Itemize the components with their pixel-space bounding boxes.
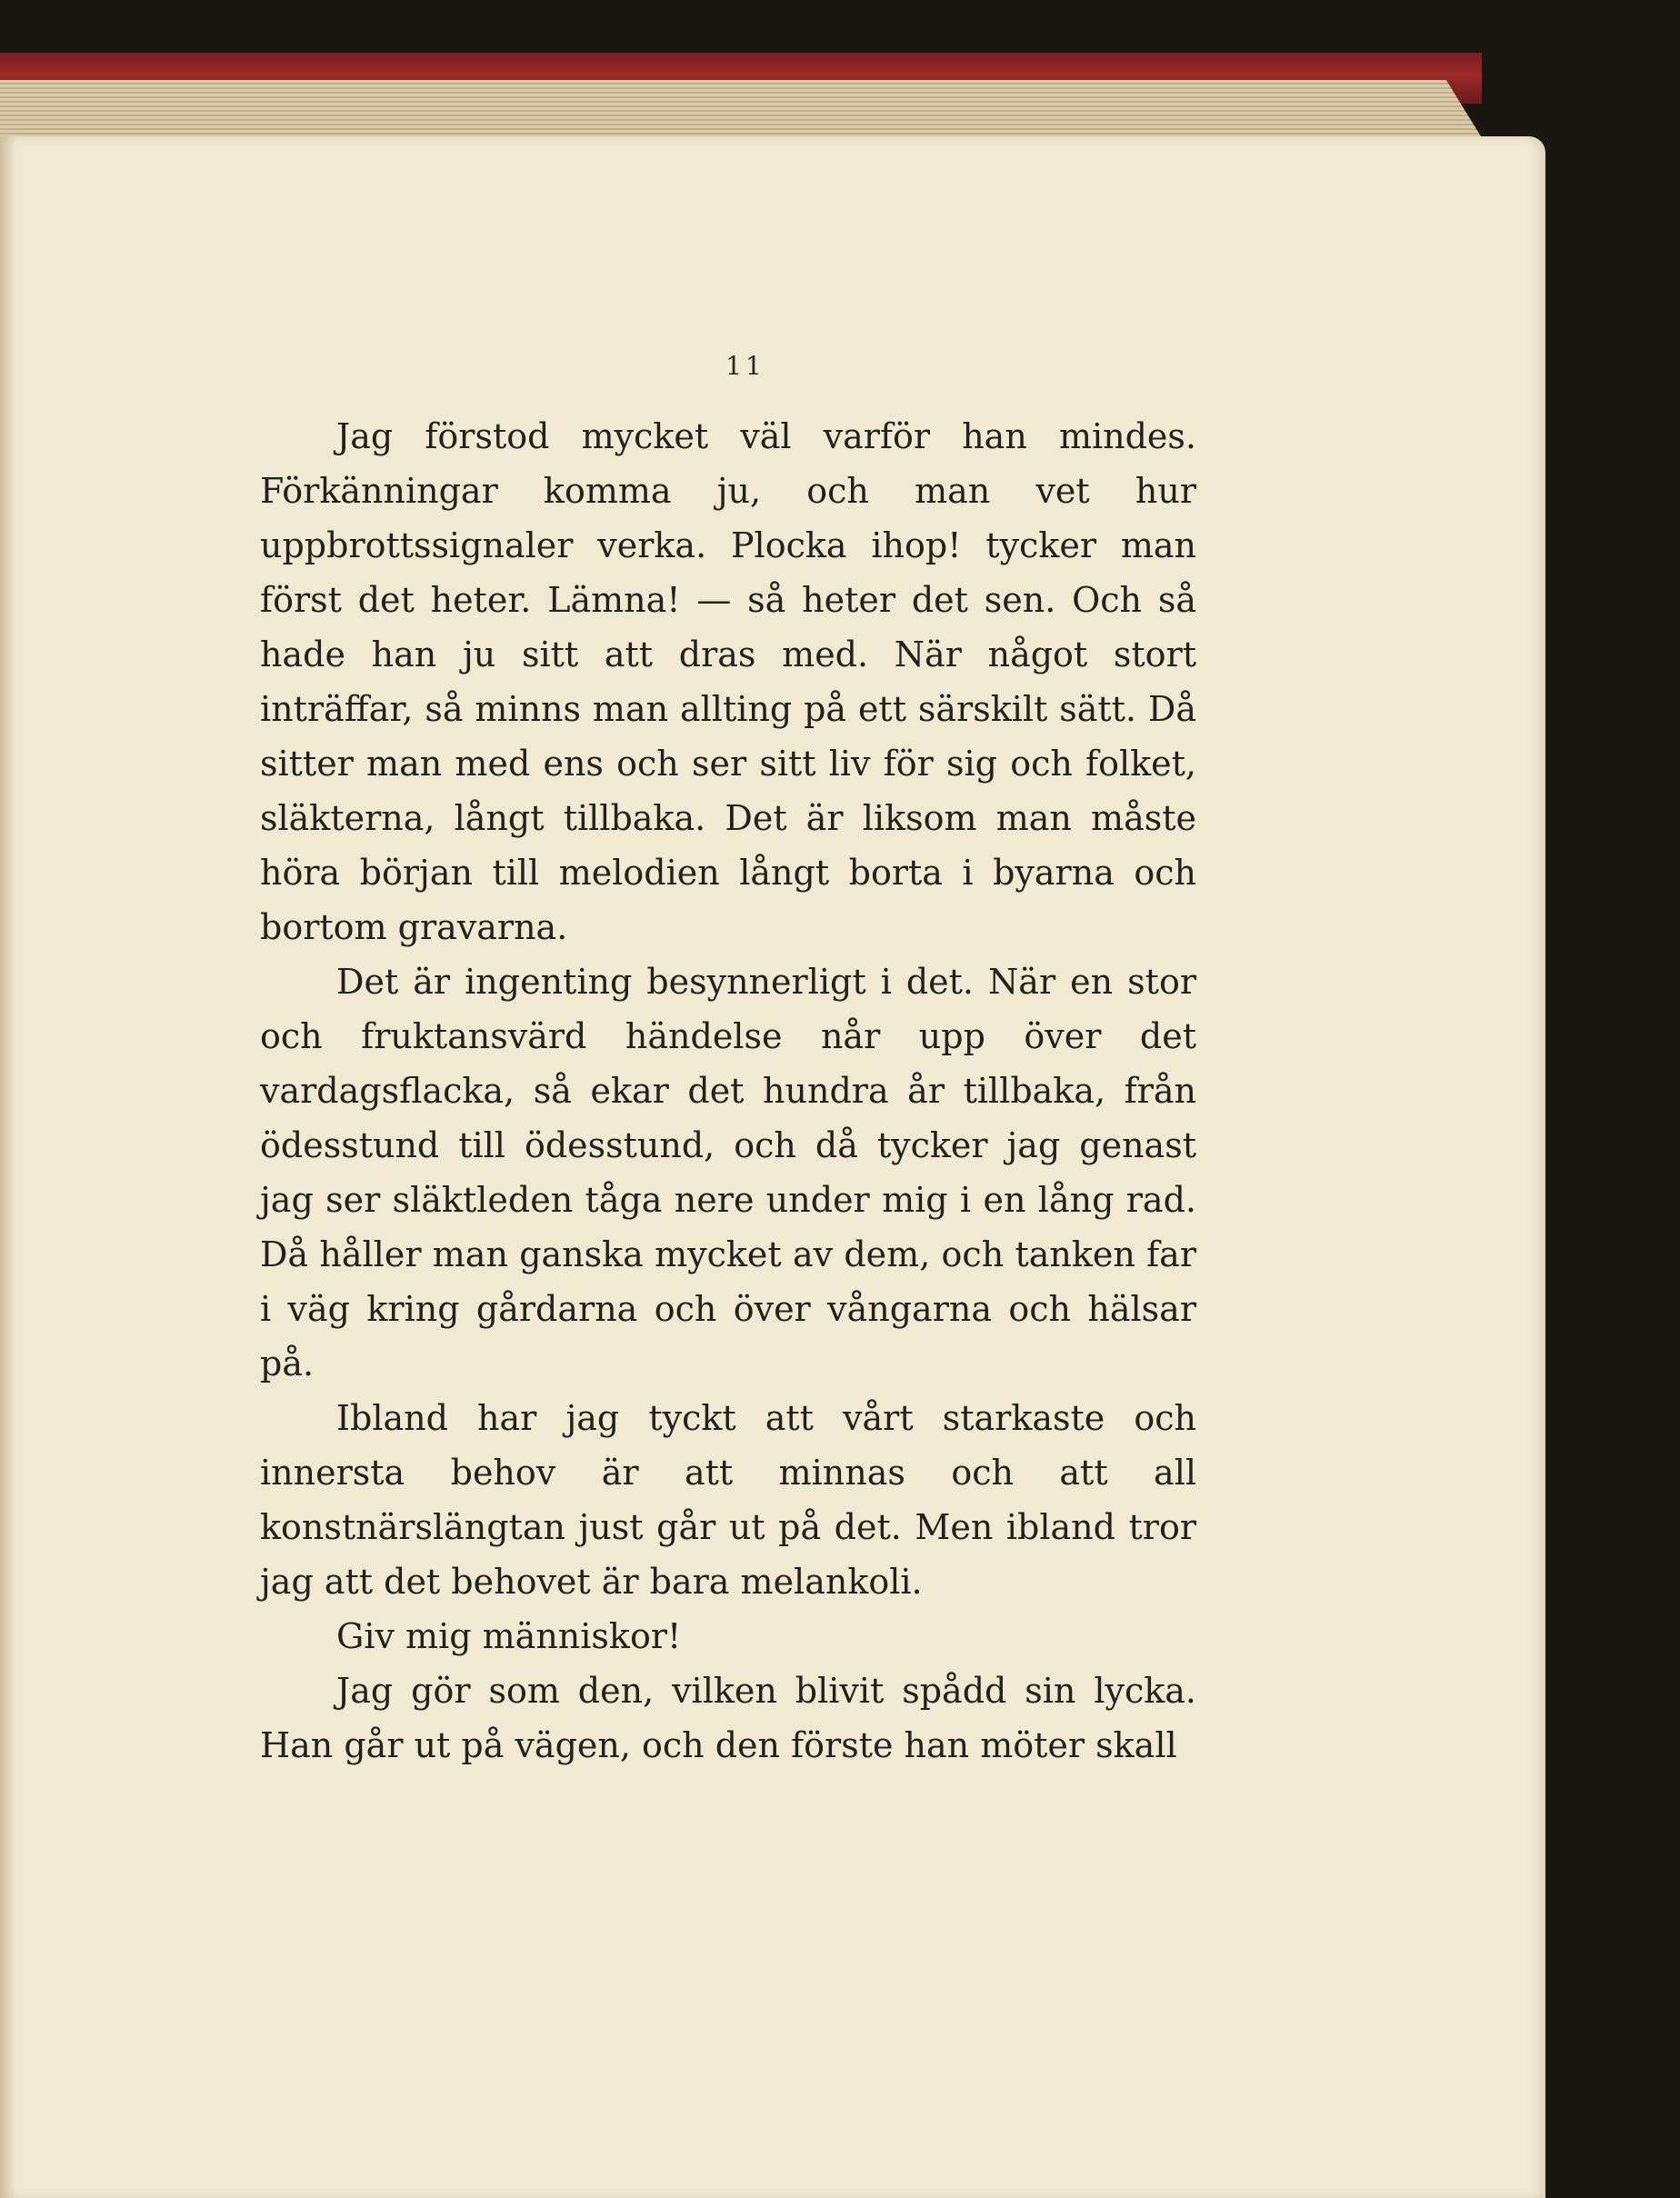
- paragraph: Jag gör som den, vilken blivit spådd sin lycka. Han går ut på vägen, och den förste han möter skall: [260, 1671, 1196, 1765]
- body-text: [260, 409, 1196, 1773]
- paragraph: Jag förstod mycket väl varför han mindes. Förkänningar komma ju, och man vet hur uppbrottssignaler verka. Plocka ihop! tycker man först det heter. Lämna! — så heter det sen. Och så hade han ju sitt att dras med. När något stort inträffar, så minns man allting på ett särskilt sätt. Då sitter man med ens och ser sitt liv för sig och folket, släkterna, långt tillbaka. Det är liksom man måste höra början till melodien långt borta i byarna och bortom gravarna.: [260, 416, 1196, 947]
- gutter-shadow: [0, 136, 16, 2198]
- page-number: 11: [725, 351, 765, 381]
- paragraph: Det är ingenting besynnerligt i det. När en stor och fruktansvärd händelse når upp över det vardagsflacka, så ekar det hundra år tillbaka, från ödesstund till ödesstund, och då tycker jag genast jag ser släktleden tåga nere under mig i en lång rad. Då håller man ganska mycket av dem, och tanken far i väg kring gårdarna och över vångarna och hälsar på.: [260, 962, 1196, 1384]
- paragraph: Giv mig människor!: [336, 1616, 682, 1656]
- paragraph: Ibland har jag tyckt att vårt starkaste och innersta behov är att minnas och att all konstnärslängtan just går ut på det. Men ibland tror jag att det behovet är bara melankoli.: [260, 1398, 1196, 1602]
